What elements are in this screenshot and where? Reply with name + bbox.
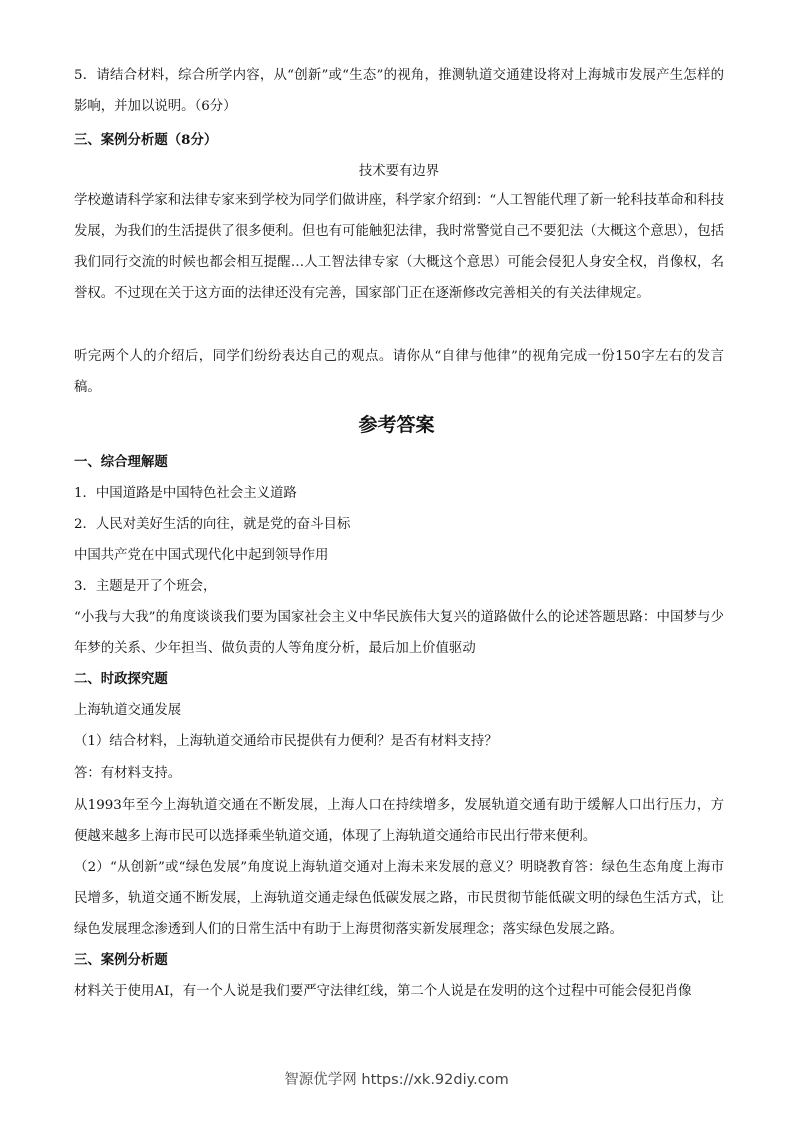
answer-2-answer-1: 答：有材料支持。	[74, 766, 182, 781]
case-paragraph-1: 学校邀请科学家和法律专家来到学校为同学们做讲座，科学家介绍到：“人工智能代理了新一轮科技革命和科技发展，为我们的生活提供了很多便利。但也有可能触犯法律，我时常警觉自己不要犯法（大概这个意思），包括我们同行交流的时候也都会相互提醒…人工智法律专家（大概这个意思）可能会侵犯人身安全权，肖像权，名誉权。不过现在关于这方面的法律还没有完善，国家部门正在逐渐修改完善相关的有关法律规定。	[74, 193, 724, 301]
answer-1-3: 3．主题是开了个班会，	[74, 579, 217, 594]
case-title: 技术要有边界	[358, 164, 440, 179]
section-3-heading: 三、案例分析题（8分）	[74, 132, 218, 148]
answer-1-1: 1．中国道路是中国特色社会主义道路	[74, 486, 297, 501]
answer-section-3-heading: 三、案例分析题	[74, 952, 168, 968]
answer-1-3b: “小我与大我”的角度谈谈我们要为国家社会主义中华民族伟大复兴的道路做什么的论述答题思路：中国梦与少年梦的关系、少年担当、做负责的人等角度分析，最后加上价值驱动	[74, 610, 724, 656]
question-5: 5．请结合材料，综合所学内容，从“创新”或“生态”的视角，推测轨道交通建设将对上海城市发展产生怎样的影响，并加以说明。（6分）	[74, 68, 724, 114]
answer-1-2: 2．人民对美好生活的向往，就是党的奋斗目标	[74, 517, 351, 532]
answer-2-question-1: （1）结合材料，上海轨道交通给市民提供有力便利？是否有材料支持？	[74, 734, 498, 749]
answer-3-text: 材料关于使用AI，有一个人说是我们要严守法律红线，第二个人说是在发明的这个过程中可能会侵犯肖像	[74, 984, 692, 999]
answer-1-2b: 中国共产党在中国式现代化中起到领导作用	[74, 548, 329, 563]
answer-section-1-heading: 一、综合理解题	[74, 454, 168, 470]
answer-2-answer-1b: 从1993年至今上海轨道交通在不断发展，上海人口在持续增多，发展轨道交通有助于缓解人口出行压力，方便越来越多上海市民可以选择乘坐轨道交通，体现了上海轨道交通给市民出行带来便利。	[74, 798, 724, 844]
answer-section-2-heading: 二、时政探究题	[74, 671, 168, 687]
answer-2-topic: 上海轨道交通发展	[74, 703, 182, 718]
answer-2-question-2: （2）“从创新”或“绿色发展”角度说上海轨道交通对上海未来发展的意义？明晓教育答：绿色生态角度上海市民增多，轨道交通不断发展，上海轨道交通走绿色低碳发展之路，市民贯彻节能低碳文明的绿色生活方式，让绿色发展理念渗透到人们的日常生活中有助于上海贯彻落实新发展理念；落实绿色发展之路。	[74, 860, 724, 937]
case-paragraph-2: 听完两个人的介绍后，同学们纷纷表达自己的观点。请你从“自律与他律”的视角完成一份150字左右的发言稿。	[74, 349, 724, 395]
answer-title: 参考答案	[358, 414, 435, 436]
footer-watermark: 智源优学网 https://xk.92diy.com	[284, 1072, 509, 1088]
